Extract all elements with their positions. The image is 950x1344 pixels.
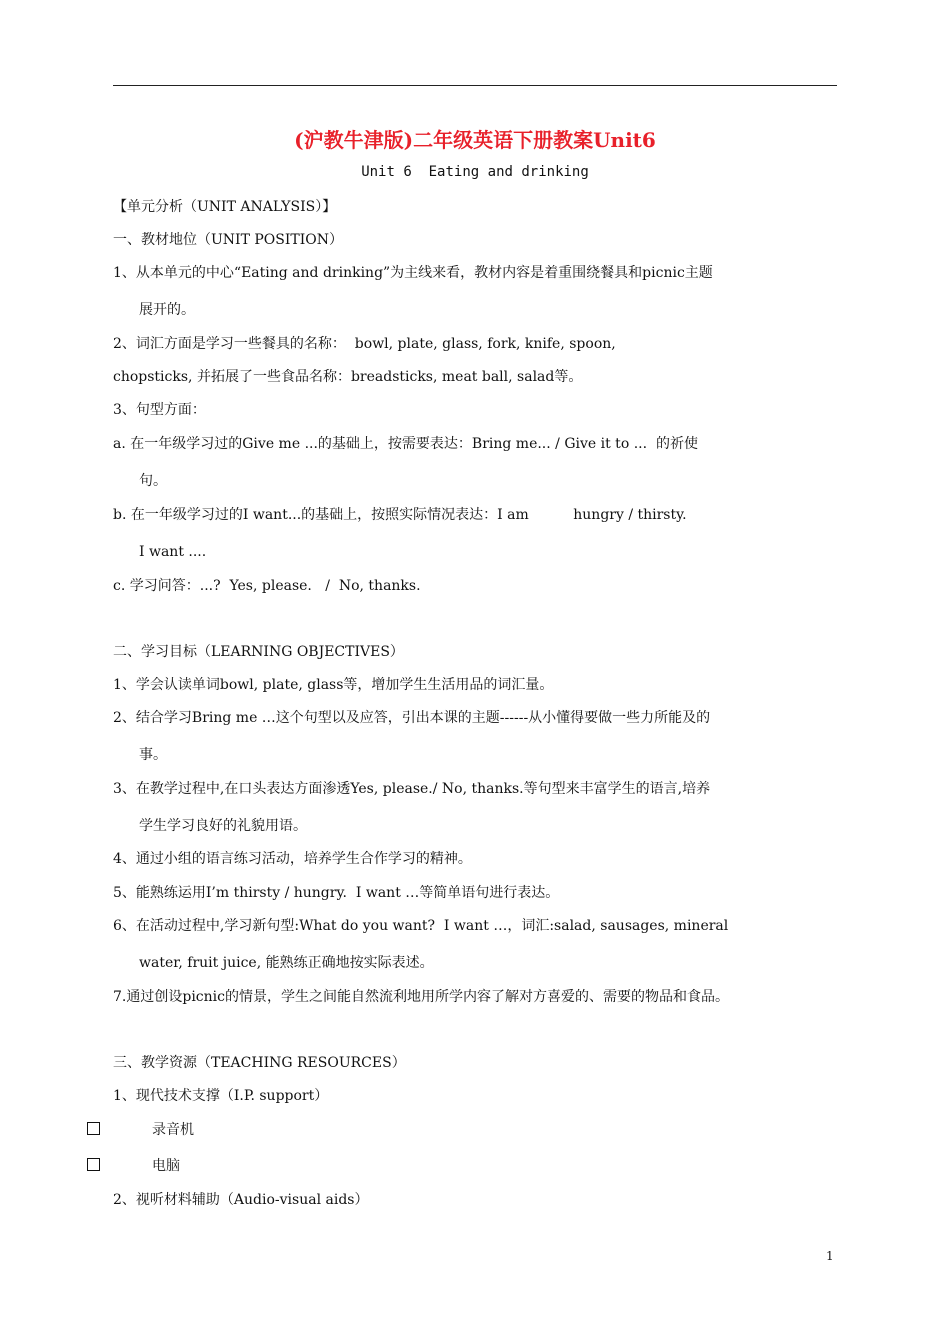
paragraph: 2、词汇方面是学习一些餐具的名称： bowl, plate, glass, fork, knife, spoon, [113,336,616,352]
paragraph: 学生学习良好的礼貌用语。 [139,818,307,834]
paragraph: water, fruit juice, 能熟练正确地按实际表述。 [139,955,434,971]
unit-analysis-heading: 【单元分析（UNIT ANALYSIS）】 [113,199,337,215]
objectives-heading: 二、学习目标（LEARNING OBJECTIVES） [113,644,404,660]
document-title: (沪教牛津版)二年级英语下册教案Unit6 [294,128,656,152]
paragraph: b. 在一年级学习过的I want...的基础上，按照实际情况表达：I am hungry / thirsty. [113,507,687,523]
resource-item: 录音机 [152,1122,194,1138]
paragraph: 5、能熟练运用I’m thirsty / hungry. I want …等简单语句进行表达。 [113,885,560,901]
position-heading: 一、教材地位（UNIT POSITION） [113,232,343,248]
checkbox-icon [87,1158,100,1171]
paragraph: c. 学习问答：...? Yes, please. / No, thanks. [113,578,421,594]
paragraph: 6、在活动过程中,学习新句型:What do you want? I want …，词汇:salad, sausages, mineral [113,918,729,934]
paragraph: 3、句型方面： [113,402,206,418]
paragraph: 7.通过创设picnic的情景，学生之间能自然流利地用所学内容了解对方喜爱的、需要的物品和食品。 [113,989,729,1005]
resource-item: 电脑 [152,1158,180,1174]
resources-heading: 三、教学资源（TEACHING RESOURCES） [113,1055,406,1071]
page-number: 1 [826,1249,834,1263]
document-subtitle: Unit 6 Eating and drinking [361,164,589,180]
paragraph: 1、现代技术支撑（I.P. support） [113,1088,329,1104]
paragraph: 事。 [139,747,167,763]
paragraph: 1、从本单元的中心“Eating and drinking”为主线来看，教材内容是着重围绕餐具和picnic主题 [113,265,713,281]
paragraph: 1、学会认读单词bowl, plate, glass等，增加学生生活用品的词汇量。 [113,677,554,693]
paragraph: 2、视听材料辅助（Audio-visual aids） [113,1192,369,1208]
paragraph: 4、通过小组的语言练习活动，培养学生合作学习的精神。 [113,851,472,867]
paragraph: 句。 [139,473,167,489]
paragraph: chopsticks, 并拓展了一些食品名称：breadsticks, meat ball, salad等。 [113,369,583,385]
paragraph: 2、结合学习Bring me …这个句型以及应答，引出本课的主题------从小懂得要做一些力所能及的 [113,710,711,726]
paragraph: a. 在一年级学习过的Give me ...的基础上，按需要表达：Bring me... / Give it to ... 的祈使 [113,436,698,452]
header-rule [113,85,837,86]
checkbox-icon [87,1122,100,1135]
paragraph: 3、在教学过程中,在口头表达方面渗透Yes, please./ No, thanks.等句型来丰富学生的语言,培养 [113,781,711,797]
paragraph: 展开的。 [139,302,195,318]
paragraph: I want .... [139,544,207,560]
